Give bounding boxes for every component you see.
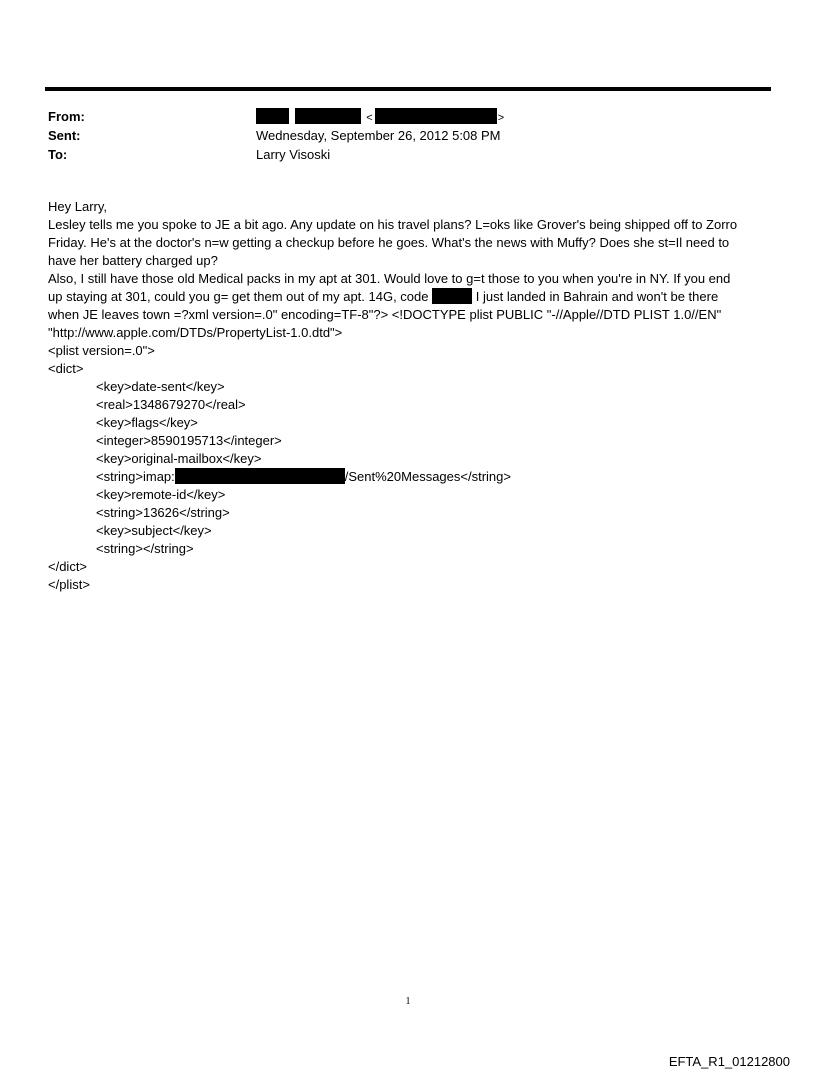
body-line: Hey Larry, [48,199,107,214]
body-line: have her battery charged up? [48,253,218,268]
body-line: <key>original-mailbox</key> [96,451,262,466]
body-text-segment: up staying at 301, could you g= get them out of my apt. 14G, code [48,289,429,304]
to-row [48,145,748,164]
redaction-box [375,108,497,124]
header-rule [45,87,771,91]
body-line [48,288,768,306]
body-line: <string></string> [96,541,194,556]
body-line: <real>1348679270</real> [96,397,246,412]
body-line: <key>date-sent</key> [96,379,225,394]
body-line: <plist version=.0"> [48,343,155,358]
body-line: <string>13626</string> [96,505,230,520]
redaction-box [175,468,345,484]
body-text-segment: I just landed in Bahrain and won't be there [475,289,719,304]
redaction-box [295,108,361,124]
body-line: Lesley tells me you spoke to JE a bit ago. Any update on his travel plans? L=oks like Grover's being shipped off to Zorro [48,217,738,232]
body-line: Friday. He's at the doctor's n=w getting a checkup before he goes. What's the news with Muffy? Does she st=Il need to [48,235,730,250]
body-line: <key>flags</key> [96,415,198,430]
body-line [48,468,768,486]
page-number: 1 [405,996,411,1007]
redaction-box [256,108,289,124]
from-value [256,107,504,128]
body-line: <dict> [48,361,84,376]
sent-row [48,126,748,145]
body-text-segment: <string>imap: [96,469,175,484]
body-line: when JE leaves town =?xml version=.0" encoding=TF-8"?> <!DOCTYPE plist PUBLIC "-//Apple//DTD PLIST 1.0//EN" [48,307,722,322]
to-value: Larry Visoski [256,147,331,162]
body-line: <key>subject</key> [96,523,212,538]
from-row [48,107,748,126]
sent-label: Sent: [48,128,81,143]
email-header [48,107,748,164]
sent-value: Wednesday, September 26, 2012 5:08 PM [256,128,501,143]
body-line: Also, I still have those old Medical packs in my apt at 301. Would love to g=t those to you when you're in NY. If you end [48,271,731,286]
redaction-box [432,288,472,304]
to-label: To: [48,147,68,162]
body-line: "http://www.apple.com/DTDs/PropertyList-1.0.dtd"> [48,325,343,340]
email-body [48,198,768,594]
body-line: <key>remote-id</key> [96,487,226,502]
body-text-segment: /Sent%20Messages</string> [344,469,511,484]
from-angle-close: > [497,112,505,124]
body-line: </plist> [48,577,90,592]
document-id: EFTA_R1_01212800 [668,1054,790,1069]
from-angle-open: < [366,112,373,124]
body-line: </dict> [48,559,88,574]
from-label: From: [48,109,85,124]
body-line: <integer>8590195713</integer> [96,433,282,448]
